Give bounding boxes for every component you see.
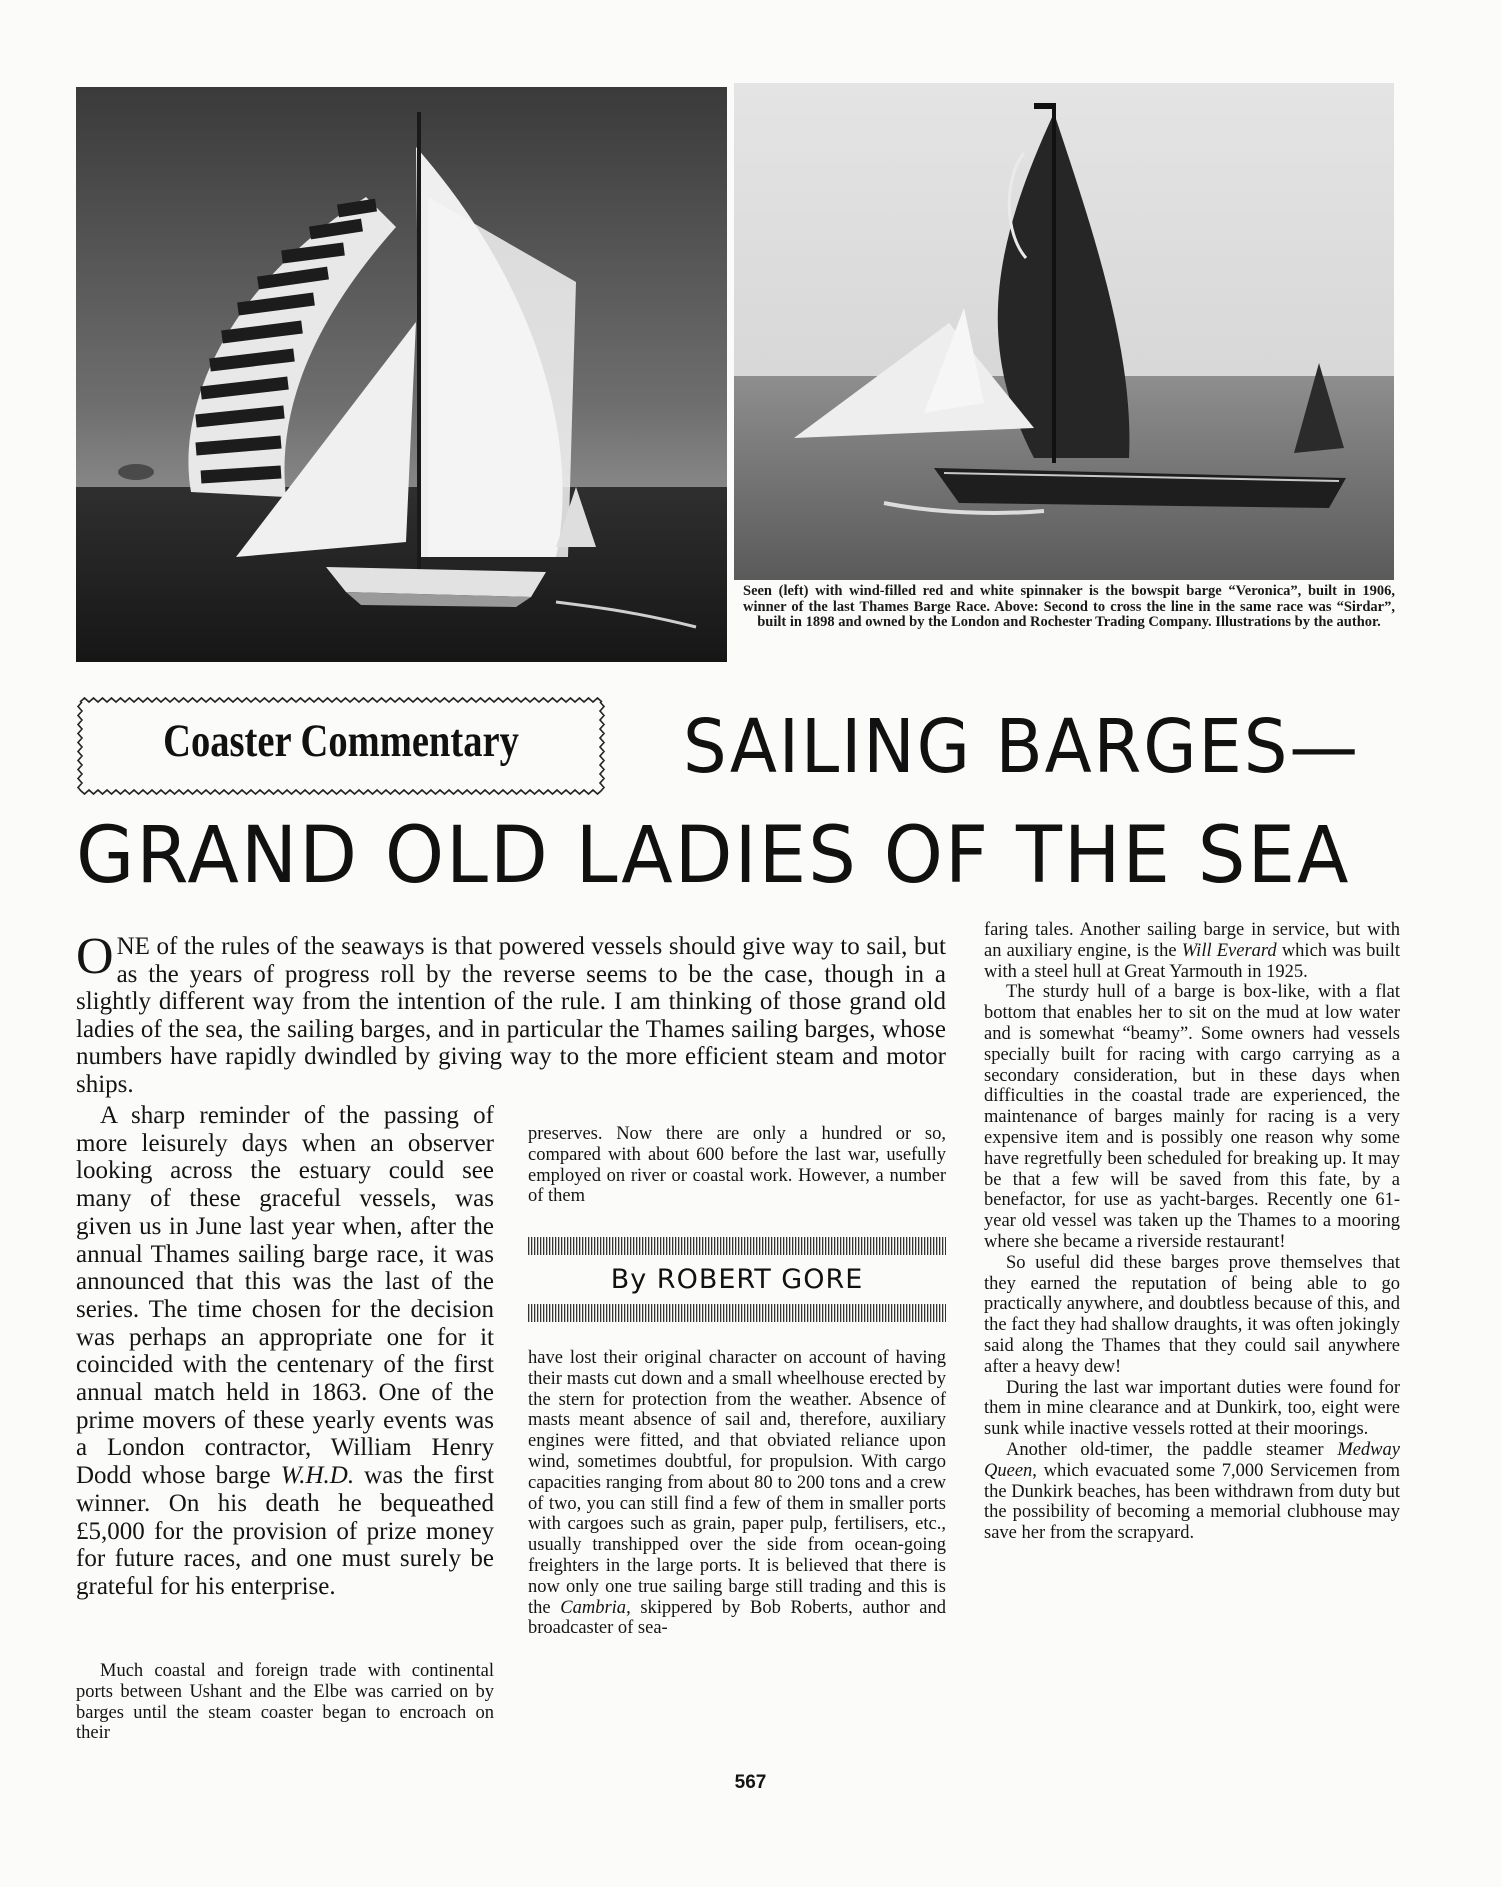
byline: By ROBERT GORE: [610, 1264, 864, 1295]
column-1-small: Much coastal and foreign trade with continental ports between Ushant and the Elbe was carried on by barges until the steam coaster began to encroach on their: [76, 1661, 494, 1744]
column-2-bottom: [528, 1348, 946, 1639]
section-label: Coaster Commentary: [163, 715, 519, 767]
intro-paragraph: [76, 928, 946, 1099]
veronica-photo: [76, 87, 727, 662]
col3-paragraph-1: [984, 920, 1400, 982]
barge-name: W.H.D.: [280, 1462, 355, 1490]
section-label-box: [76, 694, 606, 798]
sirdar-photo: [734, 83, 1394, 580]
col1-paragraph: [76, 1102, 494, 1601]
headline-line-1: SAILING BARGES—: [683, 704, 1360, 790]
column-3: [984, 920, 1400, 1544]
col3-text-cont: , which evacuated some 7,000 Servicemen from the Dunkirk beaches, has been withdrawn from duty but the possibility of becoming a memorial clubhouse may save her from the scrapyard.: [984, 1460, 1400, 1544]
col3-text-cont: which was built with a steel hull at Great Yarmouth in 1925.: [984, 940, 1401, 982]
col3-paragraph-5: [984, 1440, 1400, 1544]
photo-caption: Seen (left) with wind-filled red and white spinnaker is the bowspit barge “Veronica”, built in 1906, winner of the last Thames Barge Race. Above: Second to cross the line in the same race was “Sirdar”, built in 1898 and owned by the London and Rochester Trading Company. Illustrations by the author.: [743, 583, 1395, 630]
col2-text-cont: , skippered by Bob Roberts, author and broadcaster of sea-: [528, 1597, 946, 1639]
page-number: 567: [734, 1772, 767, 1793]
drop-cap: O: [76, 928, 114, 985]
barge-name: Cambria: [560, 1597, 627, 1618]
col3-paragraph-3: So useful did these barges prove themselves that they earned the reputation of being able to go practically anywhere, and doubtless because of this, and the fact they had shallow draughts, it was often jokingly said along the Thames that they could sail anywhere after a heavy dew!: [984, 1252, 1400, 1377]
col3-text: Another old-timer, the paddle steamer: [1006, 1439, 1338, 1460]
col2-text: have lost their original character on account of having their masts cut down and a small wheelhouse erected by the stern for protection from the weather. Absence of masts meant absence of sail and, therefore, auxiliary engines were fitted, and that obviated reliance upon wind, sometimes doubtful, for propulsion. With cargo capacities ranging from about 80 to 200 tons and a crew of two, you can still find a few of them in smaller ports with cargoes such as grain, paper pulp, fertilisers, etc., usually transhipped over the side from ocean-going freighters in the large ports. It is believed that there is now only one true sailing barge still trading and this is the: [528, 1348, 946, 1618]
intro-text: NE of the rules of the seaways is that powered vessels should give way to sail, but as the years of progress roll by the reverse seems to be the case, though in a slightly different way from the intention of the rule. I am thinking of those grand old ladies of the sea, the sailing barges, and in particular the Thames sailing barges, whose numbers have rapidly dwindled by giving way to the more efficient steam and motor ships.: [76, 933, 946, 1098]
column-1-large: [76, 1102, 494, 1601]
column-2-top: preserves. Now there are only a hundred or so, compared with about 600 before the last war, usefully employed on river or coastal work. However, a number of them: [528, 1124, 946, 1207]
col3-paragraph-4: During the last war important duties were found for them in mine clearance and at Dunkirk, too, eight were sunk while inactive vessels rotted at their moorings.: [984, 1377, 1400, 1440]
barge-name: Will Everard: [1181, 940, 1277, 961]
byline-rule-top: [528, 1237, 946, 1255]
col3-text: faring tales. Another sailing barge in service, but with an auxiliary engine, is the: [984, 920, 1400, 961]
byline-rule-bottom: [528, 1304, 946, 1322]
ship-name: Medway Queen: [984, 1439, 1400, 1481]
col1-text-cont: was the first winner. On his death he bequeathed £5,000 for the provision of prize money for future races, and one must surely be grateful for his enterprise.: [76, 1462, 494, 1600]
col1-text: A sharp reminder of the passing of more leisurely days when an observer looking across the estuary could see many of these graceful vessels, was given us in June last year when, after the annual Thames sailing barge race, it was announced that this was the last of the series. The time chosen for the decision was perhaps an appropriate one for it coincided with the centenary of the first annual match held in 1863. One of the prime movers of these yearly events was a London contractor, William Henry Dodd whose barge: [76, 1102, 494, 1490]
col3-paragraph-2: The sturdy hull of a barge is box-like, with a flat bottom that enables her to sit on the mud at low water and is somewhat “beamy”. Some owners had vessels specially built for racing with cargo carrying as a secondary consideration, but in these days when difficulties in the coastal trade are experienced, the maintenance of barges mainly for racing is a very expensive item and is possibly one reason why some have regretfully been scheduled for breaking up. It may be that a few will be saved from this fate, by a benefactor, for use as yacht-barges. Recently one 61-year old vessel was taken up the Thames to a mooring where she became a riverside restaurant!: [984, 982, 1400, 1252]
headline-line-2: GRAND OLD LADIES OF THE SEA: [76, 811, 1351, 901]
